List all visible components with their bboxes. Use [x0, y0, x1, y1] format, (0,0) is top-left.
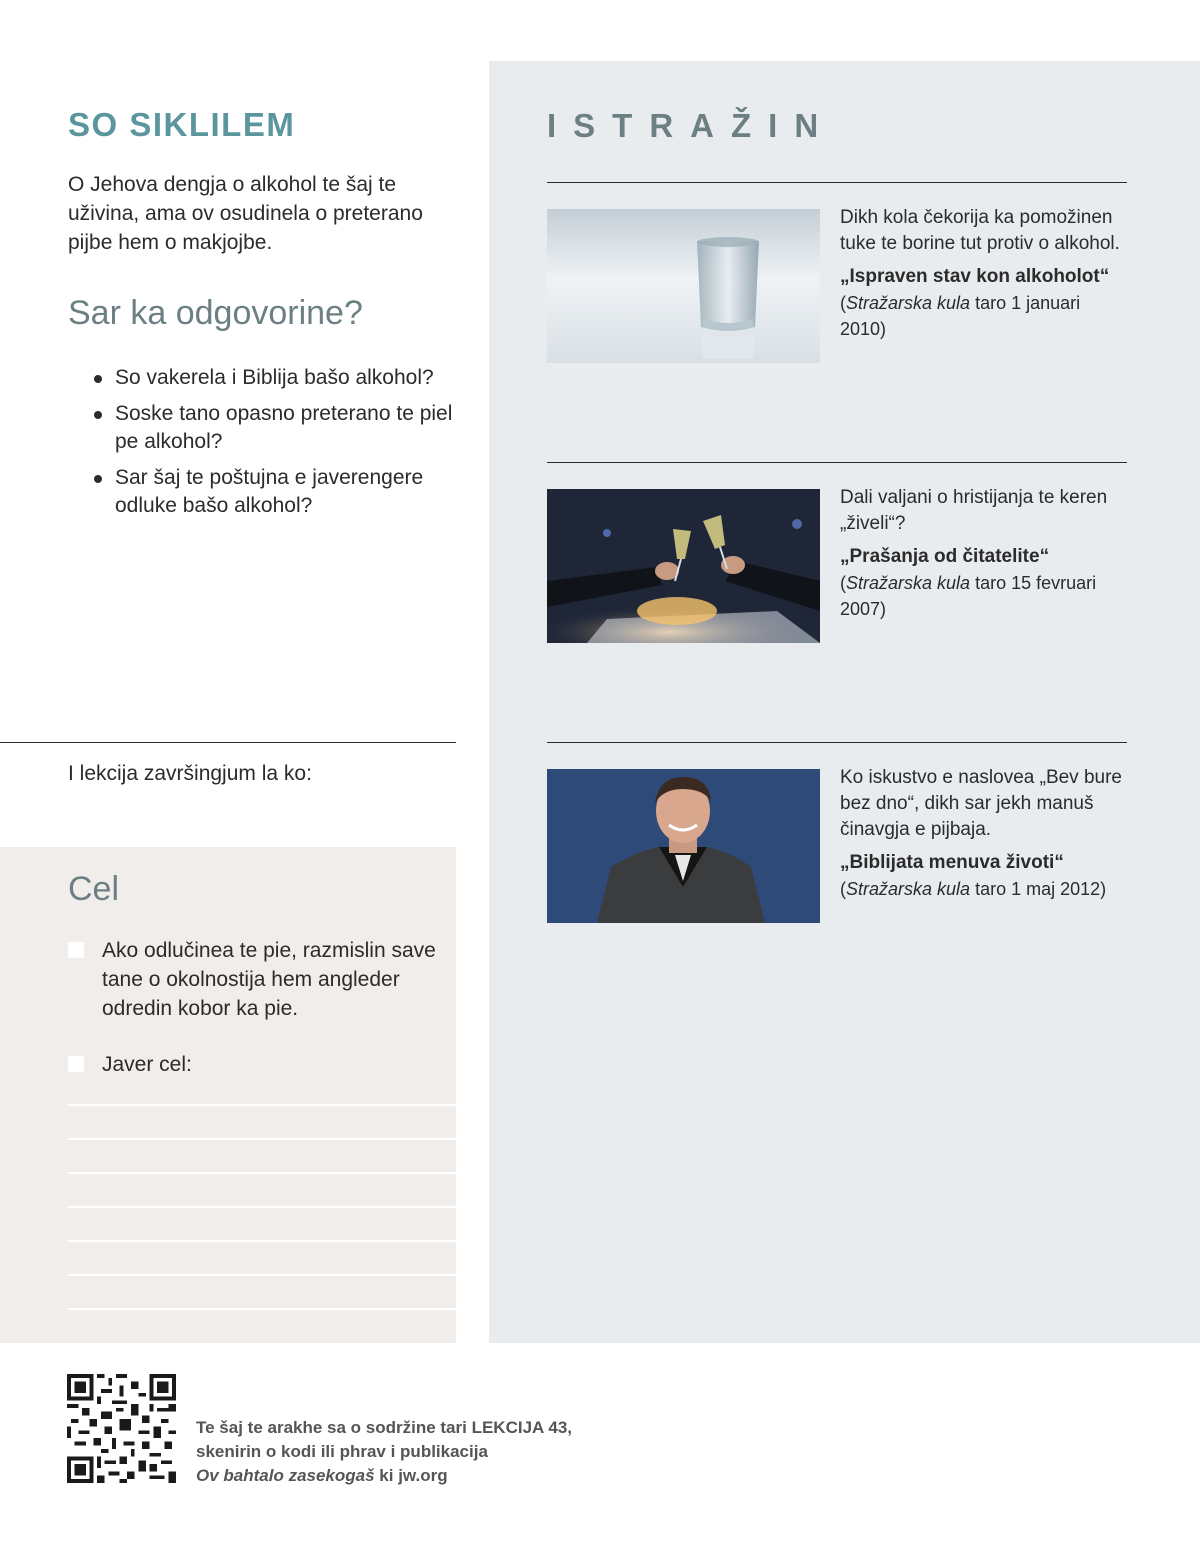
- qr-code[interactable]: [67, 1374, 176, 1483]
- write-line[interactable]: [68, 1172, 456, 1174]
- magazine-name: Stražarska kula: [846, 293, 971, 313]
- divider: [547, 182, 1127, 183]
- write-line[interactable]: [68, 1104, 456, 1106]
- section-title: SO SIKLILEM: [68, 106, 296, 143]
- goal-item-text: Ako odlučinea te pie, razmislin save tane o okolnostija hem angleder odredin kobor ka pie.: [102, 939, 436, 1020]
- explore-entry: [840, 485, 1130, 622]
- goal-item-other: [68, 1050, 448, 1079]
- footer-note: [196, 1416, 572, 1488]
- article-title-link[interactable]: „Prašanja od čitatelite“: [840, 546, 1050, 567]
- footer-site[interactable]: ki jw.org: [374, 1466, 448, 1485]
- write-line[interactable]: [68, 1138, 456, 1140]
- explore-entry: [840, 205, 1130, 342]
- smiling-man-portrait[interactable]: [547, 769, 820, 923]
- write-line[interactable]: [68, 1240, 456, 1242]
- champagne-toast-photo[interactable]: [547, 489, 820, 643]
- divider: [0, 742, 456, 743]
- article-source: (Stražarska kula taro 1 maj 2012): [840, 879, 1107, 899]
- questions-list: [92, 364, 462, 528]
- article-source: (Stražarska kula taro 15 fevruari 2007): [840, 573, 1097, 619]
- goal-panel: [0, 847, 456, 1343]
- article-source: (Stražarska kula taro 1 januari 2010): [840, 293, 1081, 339]
- goal-title: Cel: [68, 870, 120, 908]
- write-line[interactable]: [68, 1274, 456, 1276]
- footer-line: skenirin o kodi ili phrav i publikacija: [196, 1442, 488, 1461]
- entry-description: Ko iskustvo e naslovea „Bev bure bez dno“, dikh sar jekh manuš činavgja e pijbaja.: [840, 767, 1122, 840]
- publication-title: Ov bahtalo zasekogaš: [196, 1466, 375, 1485]
- goal-item: [68, 936, 448, 1023]
- write-line[interactable]: [68, 1308, 456, 1310]
- questions-title: Sar ka odgovorine?: [68, 294, 363, 332]
- magazine-name: Stražarska kula: [846, 879, 971, 899]
- explore-title: ISTRAŽIN: [547, 107, 836, 144]
- divider: [547, 742, 1127, 743]
- goal-checkbox[interactable]: [68, 1056, 84, 1072]
- explore-entry: [840, 765, 1130, 902]
- divider: [547, 462, 1127, 463]
- lesson-completed-label: I lekcija završingjum la ko:: [68, 762, 312, 785]
- write-line[interactable]: [68, 1206, 456, 1208]
- goal-checkbox[interactable]: [68, 942, 84, 958]
- article-title-link[interactable]: „Biblijata menuva životi“: [840, 852, 1064, 873]
- question-item: Sar šaj te poštujna e javerengere odluke bašo alkohol?: [92, 464, 462, 520]
- question-item: So vakerela i Biblija bašo alkohol?: [92, 364, 462, 392]
- glass-of-water-photo[interactable]: [547, 209, 820, 363]
- goal-item-text: Javer cel:: [102, 1053, 192, 1076]
- magazine-name: Stražarska kula: [846, 573, 971, 593]
- question-item: Soske tano opasno preterano te piel pe alkohol?: [92, 400, 462, 456]
- footer-line: Te šaj te arakhe sa o sodržine tari LEKCIJA 43,: [196, 1418, 573, 1437]
- entry-description: Dali valjani o hristijanja te keren „živeli“?: [840, 487, 1108, 534]
- article-title-link[interactable]: „Ispraven stav kon alkoholot“: [840, 266, 1110, 287]
- intro-text: O Jehova dengja o alkohol te šaj te uživina, ama ov osudinela o preterano pijbe hem o makjojbe.: [68, 173, 423, 254]
- entry-description: Dikh kola čekorija ka pomožinen tuke te borine tut protiv o alkohol.: [840, 207, 1120, 254]
